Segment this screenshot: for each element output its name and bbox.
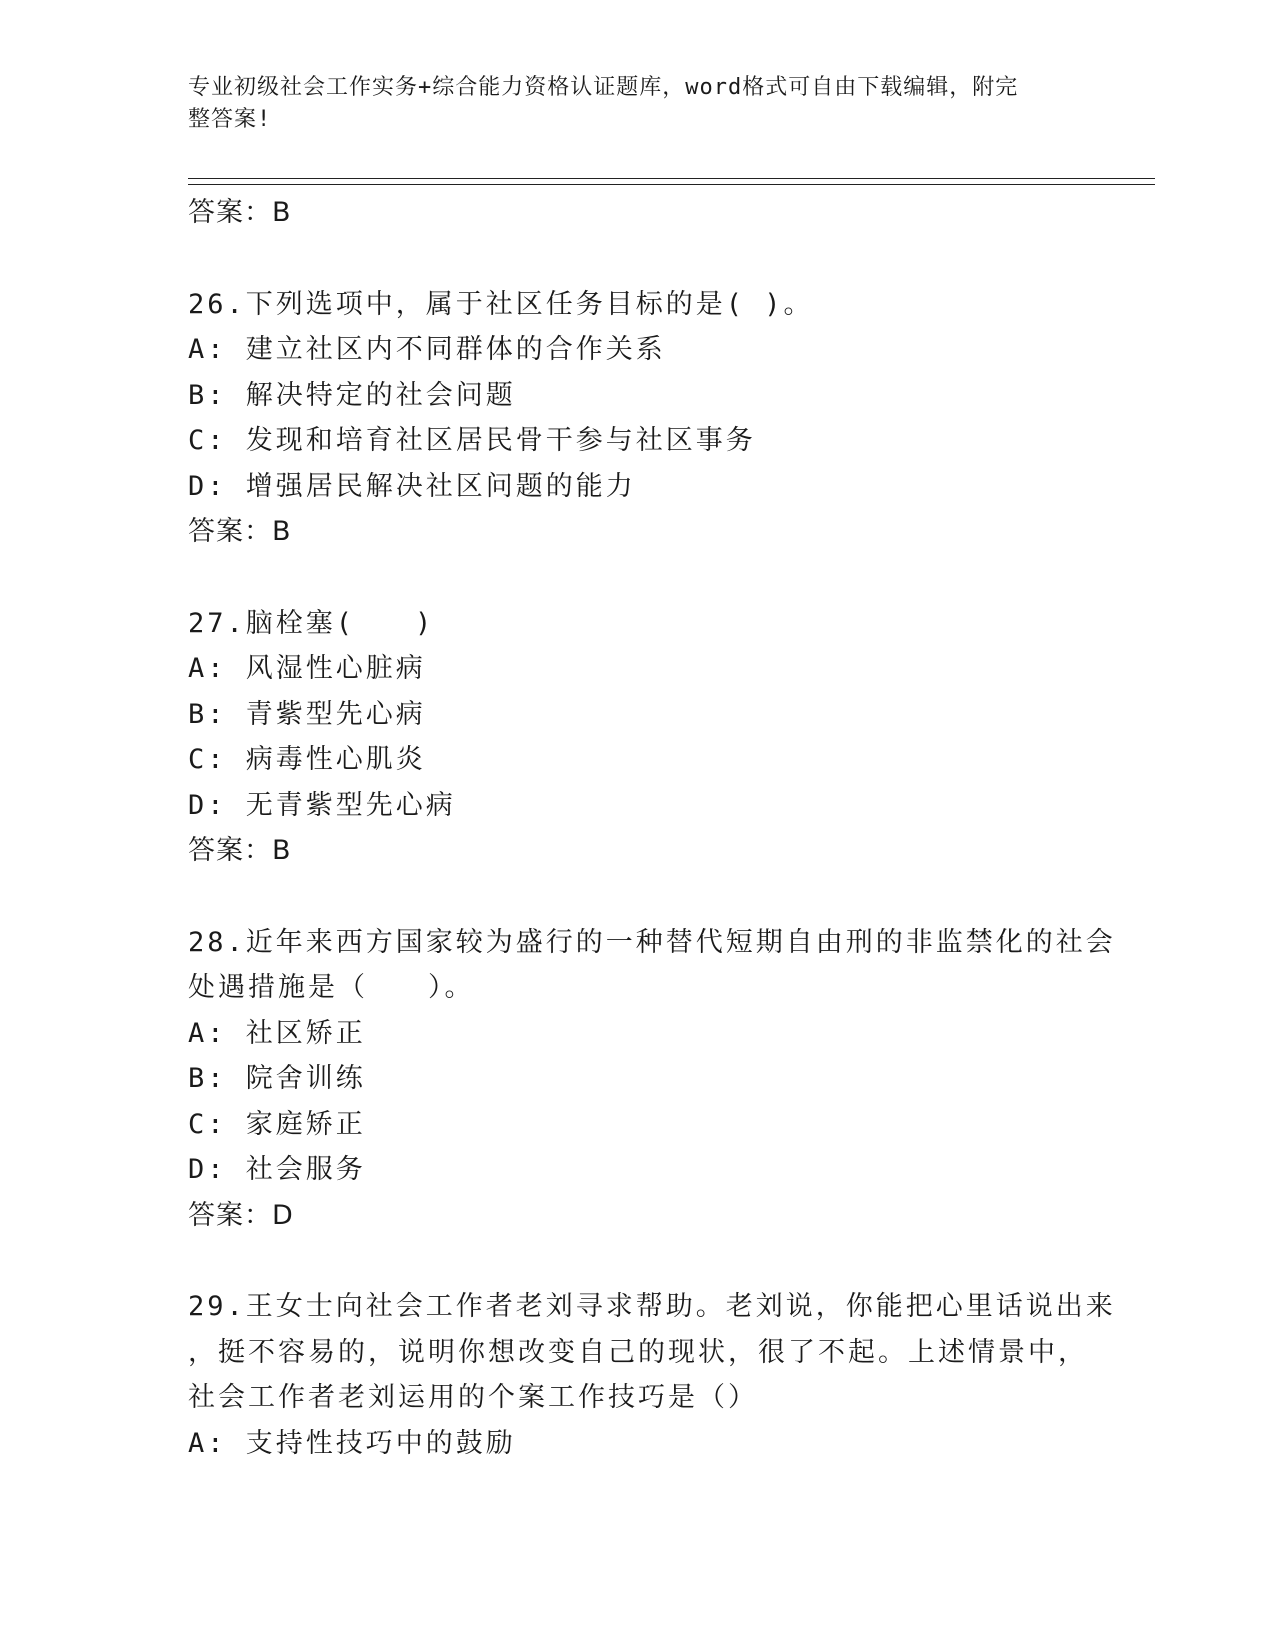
- question-block: [188, 1284, 1116, 1466]
- question-list: [188, 190, 1116, 1466]
- option-d: D: 无青紫型先心病: [188, 789, 456, 821]
- question-stem: 27.脑栓塞( ): [188, 607, 435, 639]
- option-c: C: 发现和培育社区居民骨干参与社区事务: [188, 425, 756, 456]
- option-d: D: 社会服务: [188, 1154, 366, 1185]
- question-block: [188, 601, 1088, 874]
- answer-line: 答案：B: [188, 516, 292, 547]
- header-line-2: 整答案!: [188, 107, 272, 132]
- option-c: C: 家庭矫正: [188, 1108, 366, 1140]
- header-line-1: 专业初级社会工作实务+综合能力资格认证题库，word格式可自由下载编辑，附完: [188, 75, 1019, 100]
- question-stem-continued: 社会工作者老刘运用的个案工作技巧是（）: [188, 1382, 758, 1413]
- answer-line: 答案：D: [188, 1199, 294, 1231]
- question-block: [188, 282, 1088, 555]
- header-divider-top: [188, 178, 1155, 179]
- option-b: B: 院舍训练: [188, 1063, 366, 1094]
- option-a: A: 社区矫正: [188, 1017, 366, 1049]
- question-stem: 29.王女士向社会工作者老刘寻求帮助。老刘说，你能把心里话说出来: [188, 1291, 1116, 1322]
- option-a: A: 建立社区内不同群体的合作关系: [188, 334, 666, 365]
- document-header: [188, 72, 1088, 136]
- answer-line: 答案：B: [188, 197, 292, 228]
- question-stem-continued: ，挺不容易的，说明你想改变自己的现状，很了不起。上述情景中，: [188, 1336, 1088, 1368]
- option-b: B: 青紫型先心病: [188, 698, 426, 730]
- spacer: [188, 236, 1088, 282]
- header-divider-bottom: [188, 184, 1155, 185]
- option-a: A: 风湿性心脏病: [188, 653, 426, 684]
- option-b: B: 解决特定的社会问题: [188, 379, 516, 411]
- question-stem-continued: 处遇措施是（ ）。: [188, 972, 475, 1003]
- question-stem: 28.近年来西方国家较为盛行的一种替代短期自由刑的非监禁化的社会: [188, 926, 1116, 958]
- spacer: [188, 874, 1088, 920]
- question-stem: 26.下列选项中，属于社区任务目标的是( )。: [188, 288, 814, 320]
- question-block: [188, 920, 1116, 1239]
- spacer: [188, 555, 1088, 601]
- option-c: C: 病毒性心肌炎: [188, 744, 426, 775]
- option-d: D: 增强居民解决社区问题的能力: [188, 470, 636, 502]
- spacer: [188, 1238, 1088, 1284]
- answer-line: 答案：B: [188, 835, 292, 866]
- option-a: A: 支持性技巧中的鼓励: [188, 1427, 516, 1459]
